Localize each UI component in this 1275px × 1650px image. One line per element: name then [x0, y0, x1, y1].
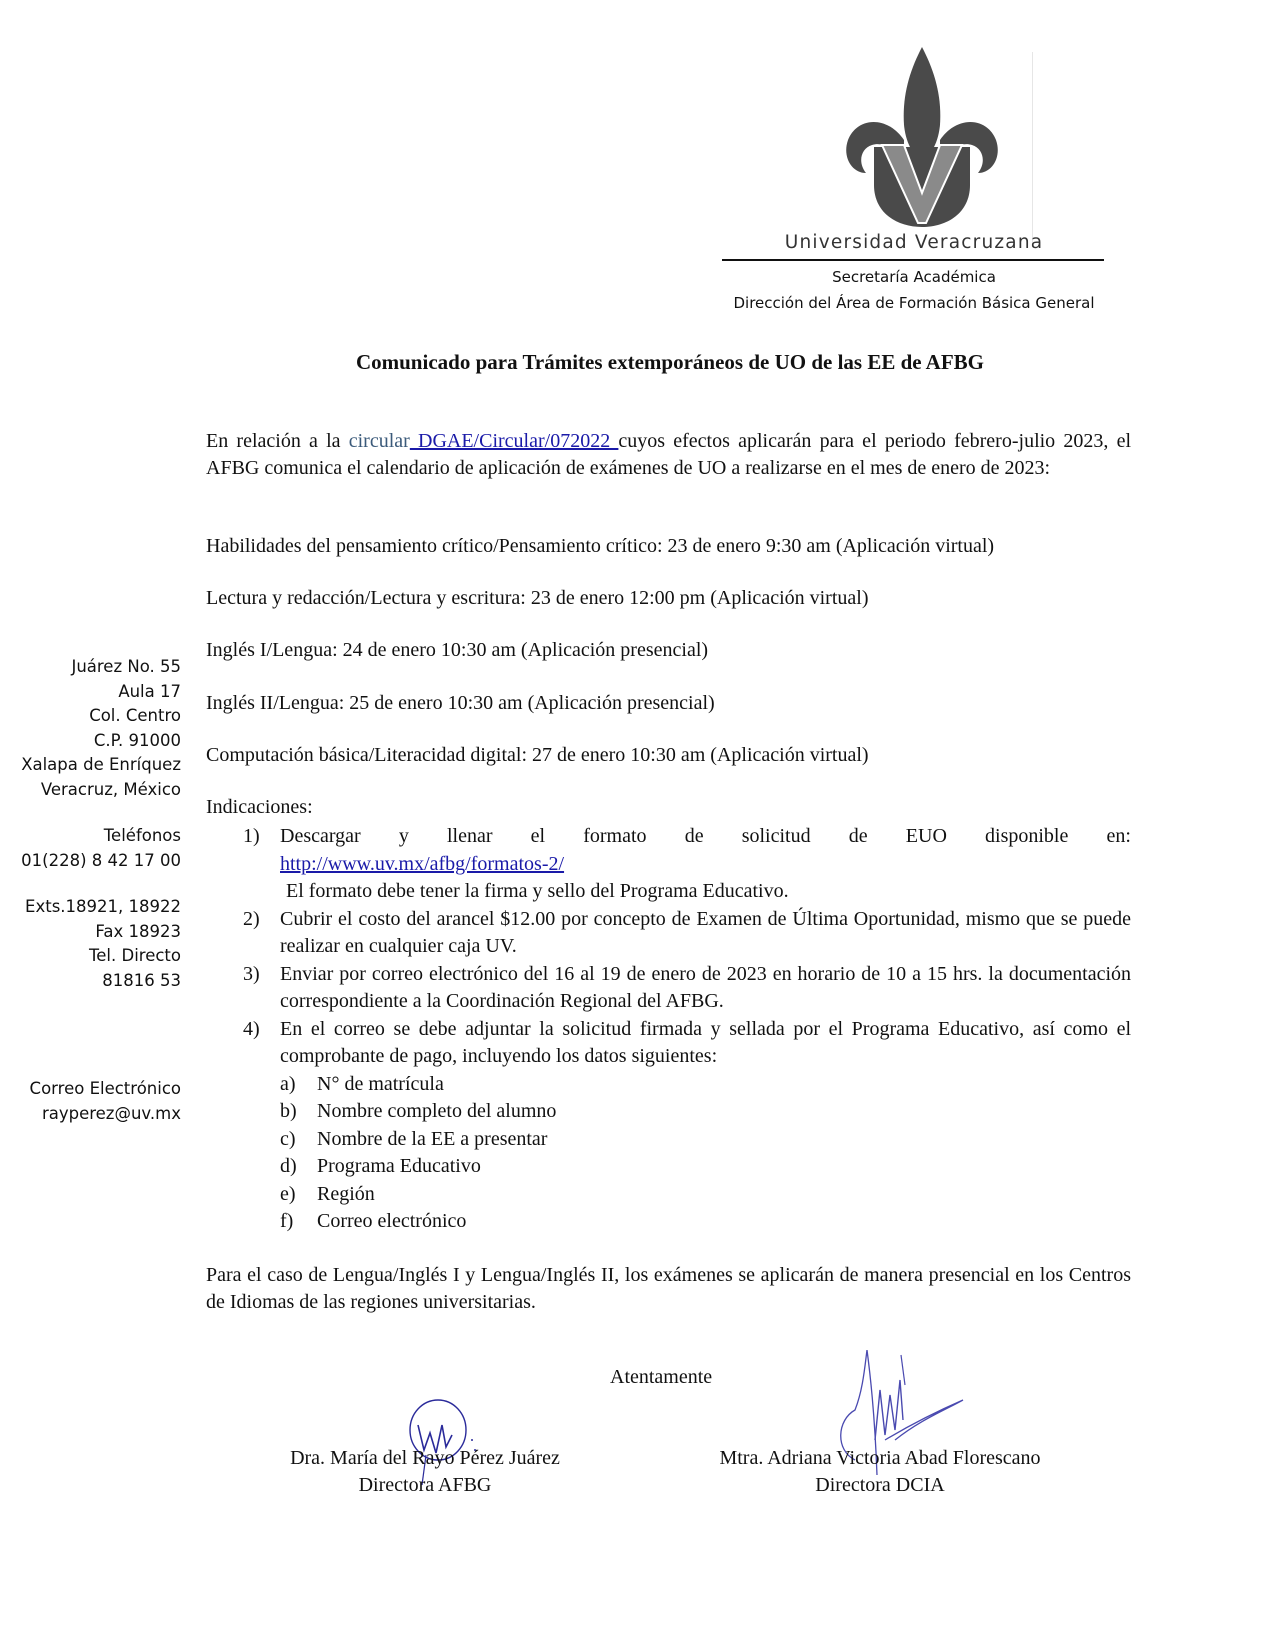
circular-word: circular [348, 430, 410, 452]
fax: Fax 18923 [95, 921, 181, 941]
indication-text: Enviar por correo electrónico del 16 al 19 de enero de 2023 en horario de 10 a 15 hrs. la documentación correspondiente a la Coordinación Regional del AFBG. [280, 962, 1131, 1012]
indication-number: 2) [243, 907, 260, 930]
indication-note: El formato debe tener la firma y sello del Programa Educativo. [286, 880, 789, 902]
document-title: Comunicado para Trámites extemporáneos de UO de las EE de AFBG [355, 350, 985, 374]
phones-label: Teléfonos [103, 826, 181, 845]
university-name: Universidad Veracruzana [784, 232, 1044, 253]
indications-list [206, 823, 1131, 1236]
address-line: Col. Centro [89, 706, 181, 725]
address-line: Xalapa de Enríquez [21, 755, 181, 774]
intro-paragraph [206, 428, 1131, 482]
signature-block-dcia [680, 1445, 1080, 1499]
indication-text: Cubrir el costo del arancel $12.00 por concepto de Examen de Última Oportunidad, mismo que se puede realizar en cualquier caja UV. [280, 907, 1131, 957]
circular-link[interactable]: DGAE/Circular/072022 [409, 430, 619, 452]
signatory-name: Dra. María del Rayo Pérez Juárez [290, 1447, 560, 1469]
schedule-item: Inglés II/Lengua: 25 de enero 10:30 am (Aplicación presencial) [206, 692, 715, 714]
required-data-item: f) Correo electrónico [280, 1210, 467, 1232]
indication-text: Descargar y llenar el formato de solicitud de EUO disponible en: [280, 825, 1131, 847]
closing-paragraph: Para el caso de Lengua/Inglés I y Lengua/Inglés II, los exámenes se aplicarán de manera presencial en los Centros de Idiomas de las regiones universitarias. [206, 1264, 1131, 1313]
logo-divider [1032, 52, 1033, 247]
signatory-name: Mtra. Adriana Victoria Abad Florescano [719, 1447, 1041, 1469]
department-secretaria: Secretaría Académica [832, 268, 996, 286]
address-line: Aula 17 [118, 681, 181, 701]
schedule-item: Computación básica/Literacidad digital: 27 de enero 10:30 am (Aplicación virtual) [206, 744, 869, 766]
schedule-item: Lectura y redacción/Lectura y escritura: 23 de enero 12:00 pm (Aplicación virtual) [206, 587, 869, 609]
required-data-item: d) Programa Educativo [280, 1155, 481, 1177]
schedule-item: Inglés I/Lengua: 24 de enero 10:30 am (Aplicación presencial) [206, 639, 709, 661]
salutation: Atentamente [610, 1366, 713, 1388]
indication-item [206, 823, 1131, 906]
address-line: Juárez No. 55 [71, 657, 181, 676]
required-data-item: a) N° de matrícula [280, 1072, 444, 1095]
address-line: C.P. 91000 [93, 730, 181, 750]
required-data-list [280, 1071, 1131, 1236]
email-value: rayperez@uv.mx [41, 1103, 181, 1123]
indication-item [206, 906, 1131, 961]
signatory-role: Directora AFBG [358, 1474, 492, 1496]
signature-block-afbg [240, 1445, 610, 1499]
required-data-item: b) Nombre completo del alumno [280, 1100, 557, 1122]
intro-prefix: En relación a la [206, 430, 349, 452]
department-direccion: Dirección del Área de Formación Básica General [733, 294, 1095, 312]
indication-number: 3) [243, 962, 260, 985]
intro-suffix: cuyos efectos aplicarán para el periodo febrero-julio 2023, el AFBG comunica el calendario de aplicación de exámenes de UO a realizarse en el mes de enero de 2023: [206, 430, 1132, 479]
indication-text: En el correo se debe adjuntar la solicitud firmada y sellada por el Programa Educativo, así como el comprobante de pago, incluyendo los datos siguientes: [280, 1017, 1131, 1067]
header-rule [722, 259, 1104, 261]
indication-item [206, 1016, 1131, 1236]
uv-fleur-de-lis-logo-icon [842, 45, 1002, 230]
direct-phone-value: 81816 53 [102, 970, 181, 990]
indication-number: 4) [243, 1017, 260, 1040]
email-label: Correo Electrónico [29, 1079, 181, 1098]
direct-phone-label: Tel. Directo [89, 946, 181, 965]
phones-value: 01(228) 8 42 17 00 [21, 850, 181, 870]
schedule-item: Habilidades del pensamiento crítico/Pensamiento crítico: 23 de enero 9:30 am (Aplicación virtual) [206, 535, 995, 557]
signatory-role: Directora DCIA [815, 1474, 945, 1496]
required-data-item: e) Región [280, 1182, 375, 1205]
contact-sidebar [0, 655, 181, 1126]
required-data-item: c) Nombre de la EE a presentar [280, 1127, 548, 1150]
formats-link[interactable]: http://www.uv.mx/afbg/formatos-2/ [280, 852, 565, 875]
indication-item [206, 961, 1131, 1016]
indications-label: Indicaciones: [206, 796, 313, 818]
extensions: Exts.18921, 18922 [25, 897, 181, 916]
address-line: Veracruz, México [40, 779, 181, 799]
indication-number: 1) [243, 825, 260, 847]
